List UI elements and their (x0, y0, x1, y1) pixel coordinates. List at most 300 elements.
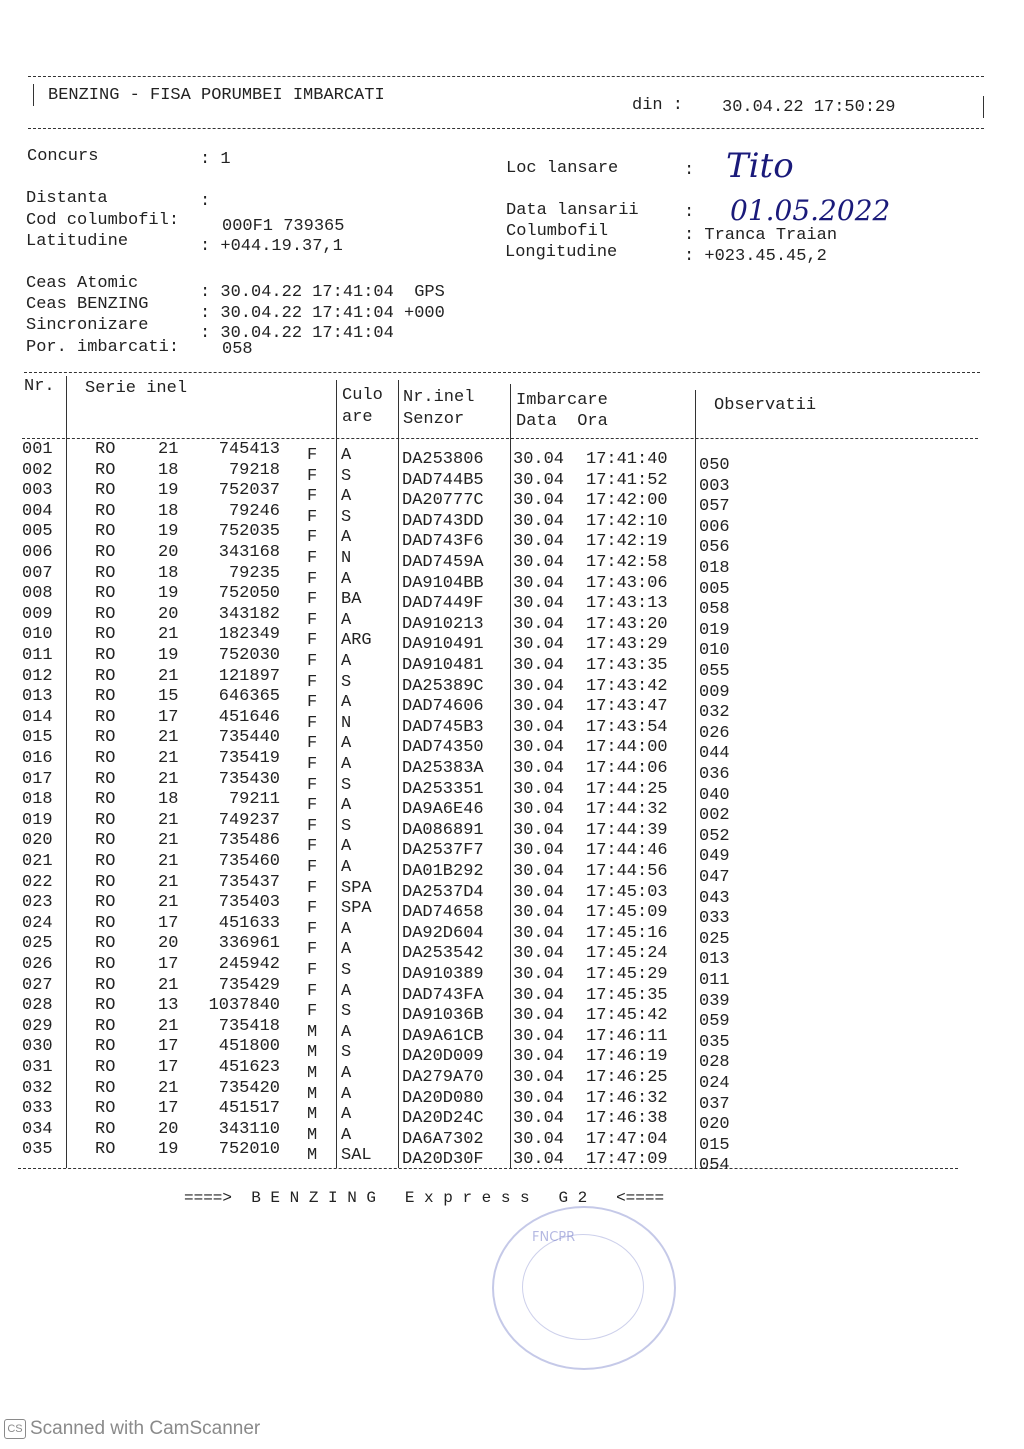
row-sex: F (307, 487, 318, 507)
long-value: : +023.45.45,2 (684, 247, 827, 266)
row-sensor: DA25383A (402, 759, 484, 778)
row-sex: F (307, 1002, 318, 1022)
columbofil-label: Columbofil (506, 222, 609, 241)
row-country: RO (95, 1099, 116, 1119)
row-nr: 004 (22, 501, 53, 521)
col-header-nr: Nr. (24, 377, 55, 396)
row-obs: 037 (699, 1094, 730, 1114)
row-nr: 011 (22, 646, 53, 665)
row-date: 30.04 (513, 759, 565, 778)
row-year: 17 (158, 707, 179, 727)
row-time: 17:41:52 (586, 470, 668, 490)
row-nr: 014 (22, 707, 53, 727)
row-country: RO (95, 543, 116, 562)
row-ring: 343182 (218, 604, 280, 624)
row-sensor: DAD743F6 (402, 532, 484, 552)
row-sex: F (307, 549, 318, 568)
row-color: A (341, 528, 352, 548)
col-divider-obs (695, 390, 696, 1168)
row-sex: F (307, 981, 318, 1001)
row-ring: 745413 (218, 440, 280, 459)
row-sensor: DA2537F7 (402, 841, 484, 861)
row-ring: 735403 (218, 893, 280, 913)
loc-label: Loc lansare (506, 159, 619, 178)
row-time: 17:45:03 (586, 882, 668, 902)
row-color: S (341, 507, 352, 527)
row-sex: M (307, 1043, 318, 1063)
row-time: 17:44:39 (586, 820, 668, 840)
row-date: 30.04 (513, 738, 565, 758)
row-ring: 182349 (218, 625, 280, 645)
row-obs: 011 (699, 971, 730, 990)
row-obs: 033 (699, 909, 730, 929)
row-year: 19 (158, 584, 179, 604)
row-color: A (341, 610, 352, 630)
row-color: S (341, 1043, 352, 1063)
table-bottom-rule (18, 1168, 958, 1169)
row-nr: 016 (22, 749, 53, 768)
row-sex: F (307, 755, 318, 774)
row-sex: F (307, 899, 318, 919)
row-country: RO (95, 955, 116, 974)
row-country: RO (95, 584, 116, 604)
row-year: 18 (158, 501, 179, 521)
row-year: 20 (158, 604, 179, 624)
row-sensor: DAD74658 (402, 903, 484, 923)
row-obs: 002 (699, 806, 730, 826)
loc-colon: : (684, 161, 695, 180)
loc-handwritten: Tito (726, 146, 794, 186)
row-ring: 752030 (218, 646, 280, 665)
row-ring: 735437 (218, 872, 280, 892)
row-sex: F (307, 919, 318, 939)
row-sex: F (307, 858, 318, 877)
row-obs: 028 (699, 1053, 730, 1073)
row-sensor: DAD743FA (402, 985, 484, 1005)
row-ring: 451623 (218, 1058, 280, 1077)
row-sensor: DA279A70 (402, 1068, 484, 1087)
row-ring: 1037840 (208, 996, 280, 1016)
row-ring: 735429 (218, 975, 280, 995)
row-nr: 017 (22, 769, 53, 789)
row-nr: 021 (22, 852, 53, 871)
row-country: RO (95, 501, 116, 521)
row-ring: 451800 (218, 1037, 280, 1057)
row-country: RO (95, 769, 116, 789)
row-sensor: DA92D604 (402, 923, 484, 943)
row-date: 30.04 (513, 862, 565, 881)
row-color: S (341, 466, 352, 486)
row-sex: F (307, 528, 318, 548)
row-country: RO (95, 728, 116, 748)
row-color: A (341, 1125, 352, 1145)
row-country: RO (95, 440, 116, 459)
row-sensor: DA20D080 (402, 1088, 484, 1108)
row-ring: 245942 (218, 955, 280, 974)
row-time: 17:46:25 (586, 1068, 668, 1087)
row-year: 20 (158, 543, 179, 562)
row-country: RO (95, 1078, 116, 1098)
row-sex: F (307, 466, 318, 486)
row-country: RO (95, 810, 116, 830)
row-country: RO (95, 913, 116, 933)
row-date: 30.04 (513, 882, 565, 902)
row-obs: 018 (699, 559, 730, 578)
row-date: 30.04 (513, 532, 565, 552)
row-sensor: DA253806 (402, 450, 484, 469)
row-sex: F (307, 507, 318, 527)
row-obs: 013 (699, 950, 730, 970)
row-ring: 646365 (218, 687, 280, 707)
row-nr: 007 (22, 563, 53, 583)
ceas-benzing-value: : 30.04.22 17:41:04 +000 (200, 304, 445, 323)
row-time: 17:46:19 (586, 1047, 668, 1067)
row-ring: 79218 (228, 460, 280, 480)
row-year: 17 (158, 1037, 179, 1057)
row-year: 17 (158, 913, 179, 933)
row-color: S (341, 775, 352, 795)
row-sensor: DA91036B (402, 1006, 484, 1026)
row-sex: F (307, 734, 318, 754)
row-sex: F (307, 796, 318, 816)
row-sensor: DA20D009 (402, 1047, 484, 1067)
association-stamp (492, 1206, 676, 1370)
row-sensor: DAD74350 (402, 738, 484, 758)
col-header-culo-2: are (342, 408, 373, 427)
row-time: 17:43:20 (586, 614, 668, 634)
row-obs: 019 (699, 620, 730, 640)
row-color: SAL (341, 1146, 372, 1166)
row-ring: 735418 (218, 1016, 280, 1036)
row-sensor: DA20D24C (402, 1109, 484, 1129)
row-nr: 025 (22, 934, 53, 954)
row-ring: 451646 (218, 707, 280, 727)
row-nr: 003 (22, 481, 53, 501)
row-obs: 059 (699, 1012, 730, 1032)
row-date: 30.04 (513, 820, 565, 840)
row-country: RO (95, 934, 116, 954)
row-nr: 018 (22, 790, 53, 810)
concurs-value: : 1 (200, 150, 231, 169)
header-left-edge (33, 84, 34, 106)
row-date: 30.04 (513, 903, 565, 923)
row-obs: 043 (699, 888, 730, 908)
row-year: 21 (158, 872, 179, 892)
row-sensor: DAD744B5 (402, 470, 484, 490)
row-country: RO (95, 975, 116, 995)
row-sex: F (307, 713, 318, 733)
row-color: A (341, 919, 352, 939)
row-nr: 008 (22, 584, 53, 604)
row-color: S (341, 961, 352, 980)
row-date: 30.04 (513, 614, 565, 634)
row-date: 30.04 (513, 1068, 565, 1087)
row-ring: 735420 (218, 1078, 280, 1098)
row-time: 17:45:24 (586, 944, 668, 964)
row-date: 30.04 (513, 1026, 565, 1046)
row-obs: 006 (699, 517, 730, 537)
row-ring: 121897 (218, 666, 280, 686)
data-lansarii-colon: : (684, 203, 695, 222)
row-year: 21 (158, 728, 179, 748)
date-label: din : (632, 96, 684, 115)
row-year: 17 (158, 1099, 179, 1119)
row-date: 30.04 (513, 511, 565, 531)
col-header-serie: Serie inel (85, 379, 188, 398)
row-obs: 050 (699, 456, 730, 475)
row-obs: 020 (699, 1115, 730, 1135)
cod-value: 000F1 739365 (222, 217, 345, 236)
row-time: 17:45:42 (586, 1006, 668, 1026)
row-country: RO (95, 1140, 116, 1160)
row-color: S (341, 672, 352, 692)
row-obs: 005 (699, 579, 730, 599)
row-ring: 451633 (218, 913, 280, 933)
row-nr: 022 (22, 872, 53, 892)
row-ring: 735486 (218, 831, 280, 851)
document-title: BENZING - FISA PORUMBEI IMBARCATI (48, 86, 385, 105)
row-country: RO (95, 1037, 116, 1057)
row-color: A (341, 652, 352, 671)
row-date: 30.04 (513, 779, 565, 799)
row-date: 30.04 (513, 450, 565, 469)
row-year: 21 (158, 893, 179, 913)
row-ring: 79211 (228, 790, 280, 810)
row-time: 17:47:04 (586, 1129, 668, 1149)
row-time: 17:46:32 (586, 1088, 668, 1108)
row-sensor: DAD745B3 (402, 717, 484, 737)
row-ring: 79246 (228, 501, 280, 521)
row-time: 17:42:58 (586, 553, 668, 572)
concurs-label: Concurs (27, 147, 99, 166)
distanta-label: Distanta (26, 189, 108, 208)
row-color: A (341, 940, 352, 960)
col-header-imbarcare-2: Data Ora (516, 412, 608, 431)
row-time: 17:43:06 (586, 573, 668, 593)
row-nr: 009 (22, 604, 53, 624)
row-year: 18 (158, 563, 179, 583)
header-right-edge (983, 96, 984, 118)
row-ring: 343110 (218, 1119, 280, 1139)
row-year: 21 (158, 1078, 179, 1098)
row-color: SPA (341, 878, 372, 898)
row-year: 15 (158, 687, 179, 707)
row-obs: 032 (699, 703, 730, 723)
row-sex: M (307, 1022, 318, 1042)
row-date: 30.04 (513, 553, 565, 572)
row-time: 17:41:40 (586, 450, 668, 469)
row-ring: 735460 (218, 852, 280, 871)
row-obs: 047 (699, 868, 730, 887)
row-color: A (341, 1105, 352, 1125)
row-time: 17:44:56 (586, 862, 668, 881)
row-obs: 052 (699, 826, 730, 846)
row-obs: 040 (699, 785, 730, 805)
row-nr: 006 (22, 543, 53, 562)
col-header-imbarcare-1: Imbarcare (516, 391, 608, 410)
row-obs: 015 (699, 1135, 730, 1155)
row-obs: 057 (699, 497, 730, 517)
camscanner-icon: CS (4, 1419, 26, 1439)
row-sensor: DAD743DD (402, 511, 484, 531)
lat-label: Latitudine (26, 232, 129, 251)
row-country: RO (95, 666, 116, 686)
header-bottom-rule (28, 128, 984, 129)
row-obs: 039 (699, 991, 730, 1011)
row-year: 19 (158, 481, 179, 501)
row-ring: 343168 (218, 543, 280, 562)
row-time: 17:44:00 (586, 738, 668, 758)
row-nr: 034 (22, 1119, 53, 1139)
col-header-senzor-2: Senzor (403, 410, 465, 429)
row-sex: F (307, 693, 318, 713)
row-nr: 020 (22, 831, 53, 851)
row-ring: 79235 (228, 563, 280, 583)
row-sensor: DA253542 (402, 944, 484, 964)
row-sensor: DA9A6E46 (402, 800, 484, 820)
row-year: 18 (158, 790, 179, 810)
row-time: 17:45:09 (586, 903, 668, 923)
row-color: S (341, 816, 352, 836)
row-nr: 001 (22, 440, 53, 459)
sincronizare-value: : 30.04.22 17:41:04 (200, 324, 394, 343)
row-obs: 026 (699, 723, 730, 743)
camscanner-text: Scanned with CamScanner (30, 1418, 261, 1439)
row-nr: 029 (22, 1016, 53, 1036)
row-country: RO (95, 1058, 116, 1077)
ceas-atomic-label: Ceas Atomic (26, 274, 139, 293)
row-country: RO (95, 563, 116, 583)
por-imbarcati-label: Por. imbarcati: (26, 338, 180, 357)
row-sensor: DA9A61CB (402, 1026, 484, 1046)
row-year: 21 (158, 831, 179, 851)
long-label: Longitudine (505, 243, 618, 262)
row-obs: 044 (699, 744, 730, 764)
row-sex: F (307, 631, 318, 651)
row-country: RO (95, 996, 116, 1016)
row-color: A (341, 734, 352, 754)
row-year: 21 (158, 749, 179, 768)
row-sex: F (307, 816, 318, 836)
row-date: 30.04 (513, 923, 565, 943)
stamp-inner-ring (522, 1234, 644, 1340)
row-nr: 035 (22, 1140, 53, 1160)
row-country: RO (95, 872, 116, 892)
row-obs: 049 (699, 847, 730, 867)
row-country: RO (95, 522, 116, 542)
row-ring: 735419 (218, 749, 280, 768)
row-date: 30.04 (513, 1109, 565, 1129)
row-sensor: DA253351 (402, 779, 484, 799)
row-nr: 012 (22, 666, 53, 686)
row-sensor: DA910481 (402, 656, 484, 675)
row-sensor: DA25389C (402, 676, 484, 696)
row-country: RO (95, 460, 116, 480)
row-time: 17:45:29 (586, 965, 668, 984)
row-year: 20 (158, 934, 179, 954)
row-date: 30.04 (513, 470, 565, 490)
row-obs: 003 (699, 476, 730, 496)
row-color: A (341, 837, 352, 857)
row-time: 17:43:35 (586, 656, 668, 675)
row-sex: F (307, 652, 318, 671)
row-sensor: DA2537D4 (402, 882, 484, 902)
row-date: 30.04 (513, 635, 565, 655)
row-color: A (341, 693, 352, 713)
col-divider-senzor (398, 380, 399, 1168)
row-year: 13 (158, 996, 179, 1016)
cod-label: Cod columbofil: (26, 211, 180, 230)
row-nr: 027 (22, 975, 53, 995)
row-obs: 025 (699, 929, 730, 949)
row-time: 17:45:16 (586, 923, 668, 943)
row-country: RO (95, 625, 116, 645)
row-nr: 005 (22, 522, 53, 542)
row-sensor: DAD7459A (402, 553, 484, 572)
row-year: 19 (158, 646, 179, 665)
row-country: RO (95, 646, 116, 665)
row-sensor: DA910491 (402, 635, 484, 655)
row-time: 17:44:25 (586, 779, 668, 799)
row-nr: 013 (22, 687, 53, 707)
row-nr: 002 (22, 460, 53, 480)
row-time: 17:43:47 (586, 697, 668, 717)
row-year: 21 (158, 975, 179, 995)
row-time: 17:45:35 (586, 985, 668, 1005)
date-value: 30.04.22 17:50:29 (722, 98, 896, 117)
data-lansarii-handwritten: 01.05.2022 (730, 194, 891, 227)
row-color: N (341, 713, 352, 733)
row-date: 30.04 (513, 1150, 565, 1170)
row-color: A (341, 1022, 352, 1042)
data-lansarii-label: Data lansarii (506, 201, 639, 220)
row-sex: F (307, 961, 318, 980)
row-date: 30.04 (513, 697, 565, 717)
distanta-value: : (200, 192, 211, 211)
row-country: RO (95, 831, 116, 851)
row-sex: M (307, 1125, 318, 1145)
row-country: RO (95, 604, 116, 624)
row-obs: 024 (699, 1074, 730, 1093)
row-country: RO (95, 749, 116, 768)
row-date: 30.04 (513, 491, 565, 511)
row-year: 19 (158, 522, 179, 542)
camscanner-watermark (4, 1418, 260, 1440)
table-top-rule (24, 372, 980, 373)
row-sensor: DA086891 (402, 820, 484, 840)
row-year: 21 (158, 810, 179, 830)
col-header-senzor-1: Nr.inel (403, 388, 475, 407)
row-sex: M (307, 1105, 318, 1125)
col-divider-imbarcare (510, 384, 511, 1168)
row-sensor: DA910213 (402, 614, 484, 634)
ceas-atomic-value: : 30.04.22 17:41:04 GPS (200, 283, 445, 302)
row-ring: 752050 (218, 584, 280, 604)
columbofil-value: : Tranca Traian (684, 226, 838, 245)
row-color: A (341, 796, 352, 816)
row-country: RO (95, 1016, 116, 1036)
row-color: A (341, 1064, 352, 1083)
row-sex: M (307, 1064, 318, 1083)
row-sex: F (307, 590, 318, 610)
row-year: 18 (158, 460, 179, 480)
row-color: A (341, 446, 352, 465)
row-sex: M (307, 1084, 318, 1104)
row-sensor: DAD7449F (402, 594, 484, 614)
row-time: 17:43:42 (586, 676, 668, 696)
row-time: 17:42:19 (586, 532, 668, 552)
col-header-culo-1: Culo (342, 386, 383, 405)
